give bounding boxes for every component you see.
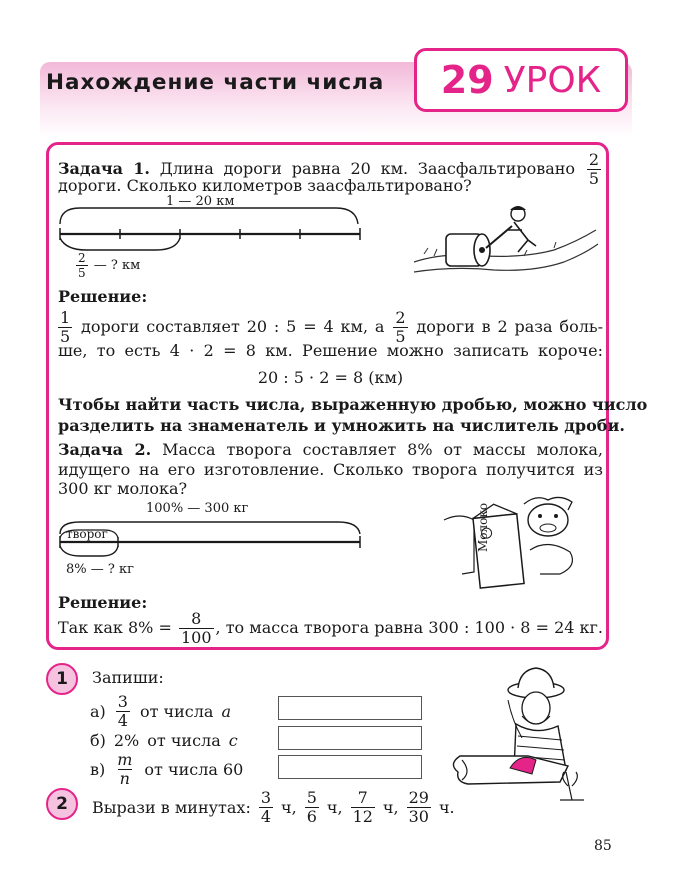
task1-formula: 20 : 5 · 2 = 8 (км) [257, 368, 404, 387]
page-number: 85 [594, 838, 612, 854]
writer-illustration [448, 660, 608, 820]
task2-solution-line: Так как 8% = $\frac{8}{100}$ , то масса творога равна 300 : 100 · 8 = 24 кг. [58, 609, 604, 647]
task2-bottom-label: 8% — ? кг [66, 562, 134, 577]
exercise-1-item-b: б) 2% от числа c [90, 731, 238, 750]
rule-line2: разделить на знаменатель и умножить на числитель дроби. [58, 416, 625, 435]
task1-top-label: 1 — 20 км [166, 194, 235, 209]
answer-box-a[interactable] [278, 696, 422, 720]
carton-label: Молоко [476, 502, 490, 552]
top-brace [60, 208, 358, 224]
exercise-1-prompt: Запиши: [92, 668, 164, 687]
exercise-2-line: Вырази в минутах: $\frac{3}{4}$ ч, $\frac{5}{6}$ ч, $\frac{7}{12}$ ч, $\frac{29}{30}$ ч. [92, 788, 455, 826]
task1-bottom-label: $\frac{2}{5}$ — ? км [78, 251, 141, 280]
task1-solution-heading: Решение: [58, 287, 148, 306]
task2-line2: идущего на его изготовление. Сколько творога получится из [58, 460, 603, 479]
task1-line2: дороги. Сколько километров заасфальтировано? [58, 176, 472, 195]
task1-solution-line2: ше, то есть 4 · 2 = 8 км. Решение можно записать короче: [58, 341, 603, 360]
task2-segment-label: творог [66, 527, 108, 541]
bottom-brace [60, 238, 180, 250]
task2-line3: 300 кг молока? [58, 479, 188, 498]
task2-line1: Задача 2. Масса творога составляет 8% от массы молока, [58, 440, 603, 459]
task2-label: Задача 2. [58, 440, 152, 459]
task2-solution-heading: Решение: [58, 593, 148, 612]
lesson-badge [414, 48, 628, 112]
road-roller-illustration [404, 200, 600, 280]
lesson-number: 29 [440, 58, 494, 102]
answer-box-c[interactable] [278, 755, 422, 779]
task2-top-label: 100% — 300 кг [146, 501, 249, 516]
task1-solution-line1: $\frac{1}{5}$ дороги составляет 20 : 5 = 4 км, а $\frac{2}{5}$ дороги в 2 раза боль- [60, 308, 603, 346]
task1-text-a: Длина дороги равна 20 км. Заасфальтировано [159, 159, 576, 178]
milk-cow-illustration [440, 490, 590, 594]
lesson-word: УРОК [503, 59, 602, 101]
page-title: Нахождение части числа [46, 70, 385, 95]
exercise-1-item-a: а) $\frac{3}{4}$ от числа a [90, 692, 231, 730]
rule-line1: Чтобы найти часть числа, выраженную дробью, можно число [58, 395, 648, 414]
answer-box-b[interactable] [278, 726, 422, 750]
exercise-1-item-c: в) $\frac{m}{n}$ от числа 60 [90, 750, 244, 788]
task1-label: Задача 1. [58, 159, 150, 178]
exercise-2-number: 2 [46, 788, 78, 820]
exercise-2-prompt: Вырази в минутах: [92, 798, 251, 817]
exercise-1-number: 1 [46, 663, 78, 695]
task1-fraction: $\frac{2}{5}$ [588, 150, 599, 188]
